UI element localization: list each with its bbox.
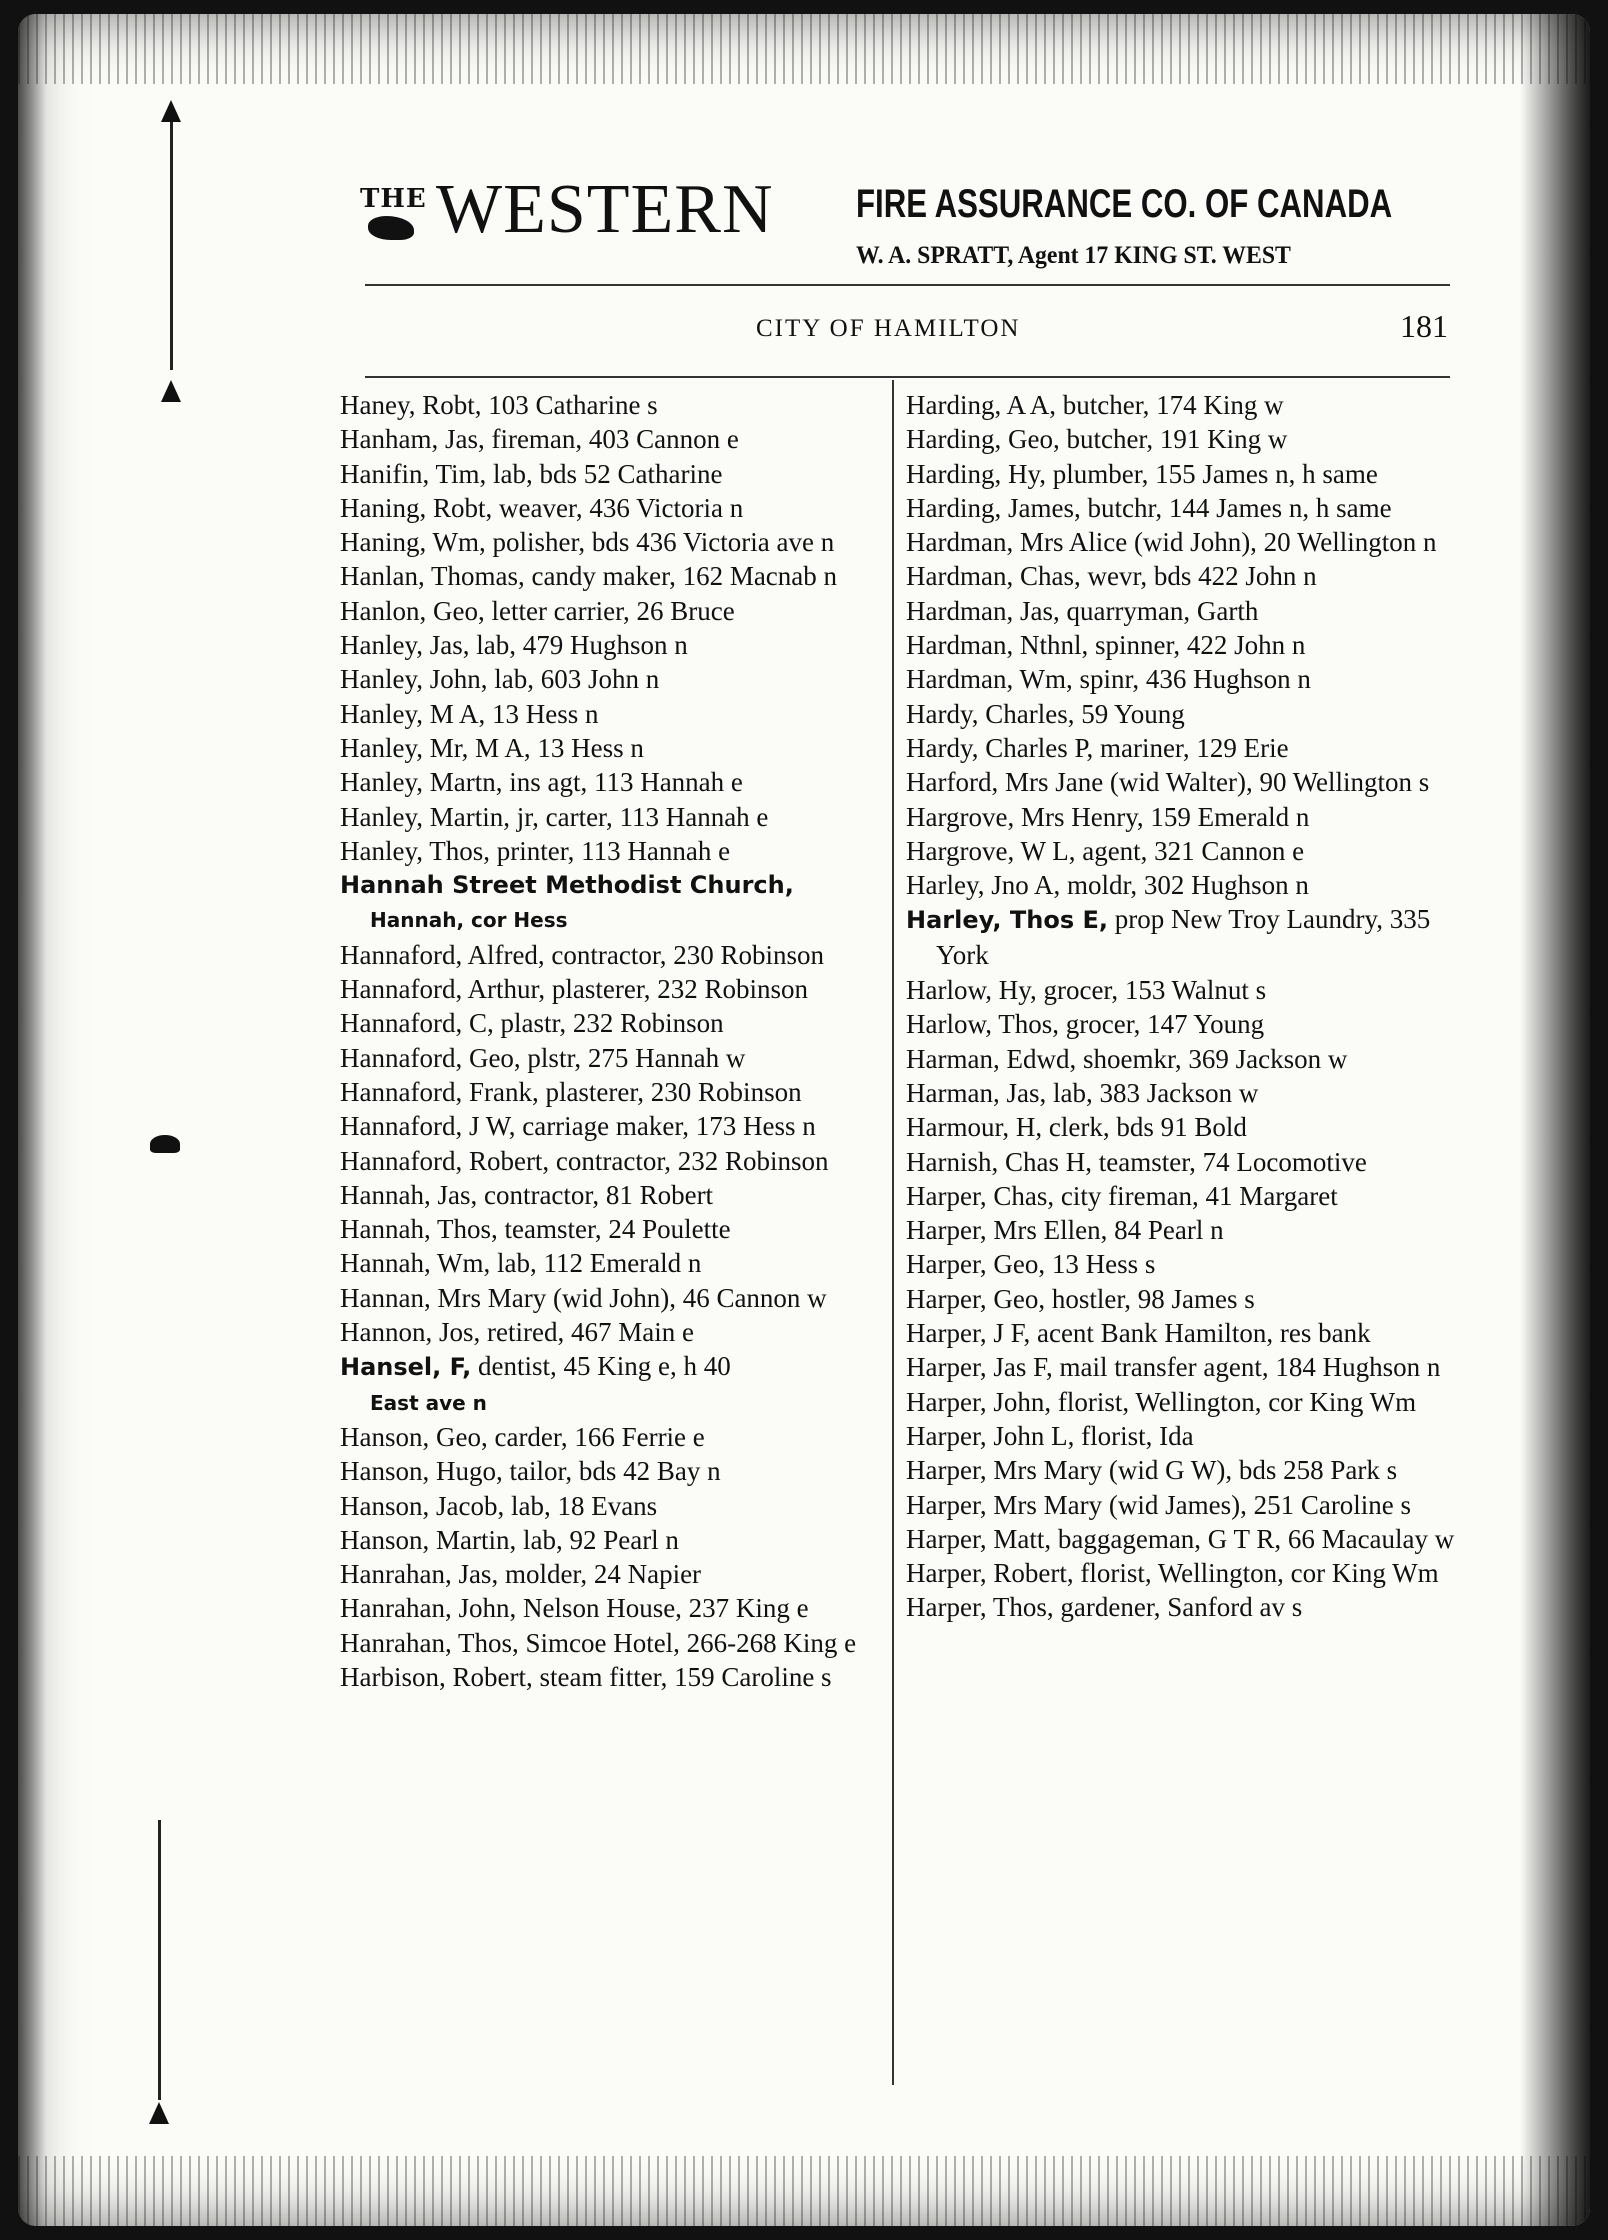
ad-western-title: WESTERN	[436, 171, 774, 248]
directory-entry: Haning, Wm, polisher, bds 436 Victoria ave n	[340, 527, 835, 558]
entry-continuation: Hannah, cor Hess	[370, 908, 568, 933]
directory-entry: Hardman, Nthnl, spinner, 422 John n	[906, 630, 1306, 661]
entry-bold-name: Harley, Thos E,	[906, 906, 1108, 935]
margin-line-bottom	[158, 1820, 161, 2100]
directory-entry: Hanrahan, Thos, Simcoe Hotel, 266-268 King e	[340, 1627, 857, 1658]
directory-entry: Harding, Geo, butcher, 191 King w	[906, 424, 1288, 455]
scan-shadow-left	[18, 14, 46, 2226]
directory-entry: Harman, Edwd, shoemkr, 369 Jackson w	[906, 1043, 1348, 1074]
directory-entry	[340, 868, 880, 938]
directory-entry: Hanley, John, lab, 603 John n	[340, 664, 660, 695]
margin-arrow-bottom	[149, 2102, 169, 2124]
directory-entry: Hanley, Thos, printer, 113 Hannah e	[340, 835, 731, 866]
margin-arrow-mid	[161, 380, 181, 402]
directory-entry: Harmour, H, clerk, bds 91 Bold	[906, 1112, 1247, 1143]
directory-entry: Hanley, Martn, ins agt, 113 Hannah e	[340, 767, 743, 798]
ad-the-label: THE	[360, 184, 427, 214]
entry-continuation: East ave n	[370, 1390, 487, 1415]
directory-entry: Harding, A A, butcher, 174 King w	[906, 390, 1284, 420]
directory-entry: Hannaford, Arthur, plasterer, 232 Robinson	[340, 974, 808, 1005]
directory-entry: Hanson, Martin, lab, 92 Pearl n	[340, 1524, 679, 1555]
directory-entry: Hannah, Wm, lab, 112 Emerald n	[340, 1248, 702, 1279]
entry-bold-name: Hannah Street Methodist Church,	[340, 871, 794, 900]
margin-line-top	[170, 110, 173, 370]
header-rule-bottom	[365, 376, 1450, 378]
directory-entry: Hannah, Thos, teamster, 24 Poulette	[340, 1214, 731, 1245]
directory-entry: Hanley, Jas, lab, 479 Hughson n	[340, 630, 688, 661]
directory-entry: Hannaford, Frank, plasterer, 230 Robinson	[340, 1076, 802, 1107]
directory-entry: Hanley, Mr, M A, 13 Hess n	[340, 732, 644, 763]
directory-entry: Harding, James, butchr, 144 James n, h same	[906, 492, 1392, 523]
directory-entry: Harper, Thos, gardener, Sanford av s	[906, 1592, 1303, 1623]
directory-entry: Harper, Robert, florist, Wellington, cor King Wm	[906, 1558, 1439, 1589]
column-divider	[892, 380, 894, 2085]
entry-detail: dentist, 45 King e, h 40	[471, 1351, 731, 1382]
directory-entry: Harman, Jas, lab, 383 Jackson w	[906, 1077, 1259, 1108]
directory-entry: Hanley, M A, 13 Hess n	[340, 698, 599, 729]
directory-entry: Harlow, Hy, grocer, 153 Walnut s	[906, 975, 1267, 1006]
directory-entry: Harper, Geo, 13 Hess s	[906, 1249, 1156, 1280]
scan-noise-top	[18, 14, 1590, 84]
directory-entry: Hardman, Wm, spinr, 436 Hughson n	[906, 664, 1311, 695]
entry-bold-name: Hansel, F,	[340, 1353, 472, 1382]
directory-entry: Harper, Chas, city fireman, 41 Margaret	[906, 1180, 1338, 1211]
directory-entry: Harding, Hy, plumber, 155 James n, h same	[906, 458, 1378, 489]
directory-entry: Hanson, Hugo, tailor, bds 42 Bay n	[340, 1456, 721, 1487]
header-rule-top	[365, 284, 1450, 286]
directory-entry: Hanley, Martin, jr, carter, 113 Hannah e	[340, 801, 769, 832]
margin-arrow-top	[161, 100, 181, 122]
beaver-logo-icon	[368, 216, 414, 240]
directory-entry: Hanlon, Geo, letter carrier, 26 Bruce	[340, 595, 735, 626]
directory-entry: Hardy, Charles, 59 Young	[906, 698, 1185, 729]
directory-entry: Hannaford, Alfred, contractor, 230 Robinson	[340, 939, 825, 970]
directory-entry: Harper, Matt, baggageman, G T R, 66 Macaulay w	[906, 1523, 1455, 1554]
directory-entry: Harley, Jno A, moldr, 302 Hughson n	[906, 870, 1309, 901]
directory-entry: Hardy, Charles P, mariner, 129 Erie	[906, 732, 1289, 763]
directory-entry: Hanifin, Tim, lab, bds 52 Catharine	[340, 458, 723, 489]
directory-entry: Hanson, Jacob, lab, 18 Evans	[340, 1490, 658, 1521]
directory-entry: Harford, Mrs Jane (wid Walter), 90 Wellington s	[906, 767, 1430, 798]
directory-entry: Harper, John L, florist, Ida	[906, 1420, 1194, 1451]
directory-entry: Hannaford, J W, carriage maker, 173 Hess n	[340, 1111, 816, 1142]
margin-mark-blob	[150, 1135, 180, 1153]
directory-entry: Harnish, Chas H, teamster, 74 Locomotive	[906, 1146, 1367, 1177]
directory-entry: Hanham, Jas, fireman, 403 Cannon e	[340, 424, 739, 455]
directory-entry: Harper, J F, acent Bank Hamilton, res bank	[906, 1318, 1371, 1349]
directory-entry: Harper, Mrs Mary (wid G W), bds 258 Park s	[906, 1455, 1398, 1486]
directory-entry: Hardman, Jas, quarryman, Garth	[906, 595, 1259, 626]
directory-entry: Harper, Mrs Ellen, 84 Pearl n	[906, 1215, 1224, 1246]
directory-entry: Harper, Jas F, mail transfer agent, 184 Hughson n	[906, 1352, 1441, 1383]
scan-noise-bottom	[18, 2156, 1590, 2226]
entry-detail: prop New Troy Laundry, 335 York	[936, 904, 1431, 970]
ad-company-name: FIRE ASSURANCE CO. OF CANADA	[856, 182, 1393, 226]
directory-entry: Harper, Geo, hostler, 98 James s	[906, 1283, 1255, 1314]
running-head: CITY OF HAMILTON	[756, 315, 1021, 342]
directory-entry: Hardman, Chas, wevr, bds 422 John n	[906, 561, 1317, 592]
directory-entry: Hanlan, Thomas, candy maker, 162 Macnab n	[340, 561, 838, 592]
directory-entry: Hannaford, C, plastr, 232 Robinson	[340, 1008, 724, 1039]
directory-entry: Hanrahan, Jas, molder, 24 Napier	[340, 1559, 702, 1590]
directory-entry: Hanson, Geo, carder, 166 Ferrie e	[340, 1421, 705, 1452]
right-column	[906, 388, 1466, 1625]
directory-entry: Hanrahan, John, Nelson House, 237 King e	[340, 1593, 809, 1624]
directory-entry: Harper, Mrs Mary (wid James), 251 Caroline s	[906, 1489, 1412, 1520]
left-column	[340, 388, 880, 1694]
directory-entry: Harlow, Thos, grocer, 147 Young	[906, 1009, 1265, 1040]
advertisement-banner	[360, 170, 1450, 280]
directory-entry: Hannaford, Robert, contractor, 232 Robinson	[340, 1145, 829, 1176]
directory-entry	[340, 1349, 880, 1420]
directory-entry: Hardman, Mrs Alice (wid John), 20 Wellington n	[906, 527, 1437, 558]
ad-agent-line: W. A. SPRATT, Agent 17 KING ST. WEST	[856, 242, 1291, 269]
page-number: 181	[1400, 308, 1448, 344]
directory-entry: Hannah, Jas, contractor, 81 Robert	[340, 1179, 714, 1210]
directory-entry: Harper, John, florist, Wellington, cor King Wm	[906, 1386, 1417, 1417]
directory-entry: Haney, Robt, 103 Catharine s	[340, 390, 658, 420]
directory-entry: Hannan, Mrs Mary (wid John), 46 Cannon w	[340, 1282, 827, 1313]
directory-entry: Harbison, Robert, steam fitter, 159 Caroline s	[340, 1661, 832, 1692]
directory-entry	[906, 902, 1466, 973]
directory-entry: Hannaford, Geo, plstr, 275 Hannah w	[340, 1042, 746, 1073]
directory-entry: Haning, Robt, weaver, 436 Victoria n	[340, 492, 744, 523]
directory-entry: Hargrove, W L, agent, 321 Cannon e	[906, 835, 1305, 866]
directory-entry: Hannon, Jos, retired, 467 Main e	[340, 1317, 694, 1348]
scan-shadow-right	[1520, 14, 1590, 2226]
directory-entry: Hargrove, Mrs Henry, 159 Emerald n	[906, 801, 1310, 832]
